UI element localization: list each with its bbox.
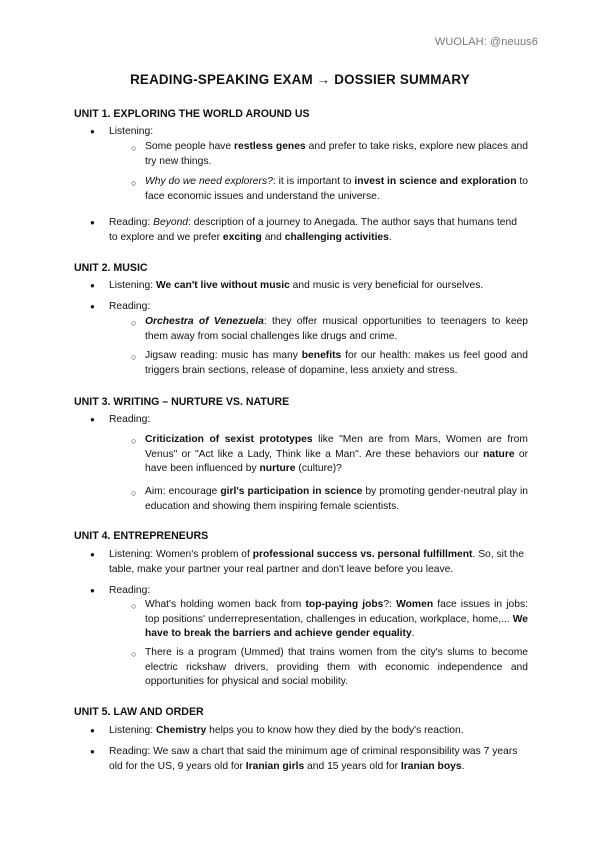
- bullet-icon: ●: [90, 281, 95, 290]
- unit-4-reading-point-2: ○ There is a program (Ummed) that trains women from the city's slums to become electric rickshaw drivers, providing them with economic independence and opportunities for physical and social mobility.: [131, 647, 528, 687]
- bullet-icon: ●: [90, 302, 95, 311]
- unit-5-listening: ● Listening: Chemistry helps you to know how they died by the body's reaction.: [90, 725, 464, 736]
- bullet-icon: ●: [90, 586, 95, 595]
- bullet-icon: ●: [90, 550, 95, 559]
- unit-1-listening-point-2: ○ Why do we need explorers?: it is important to invest in science and exploration to face economic issues and understand the universe.: [131, 176, 528, 202]
- unit-5-heading: UNIT 5. LAW AND ORDER: [74, 706, 204, 718]
- watermark: WUOLAH: @neuus6: [434, 36, 538, 48]
- unit-1-heading: UNIT 1. EXPLORING THE WORLD AROUND US: [74, 108, 310, 120]
- unit-4-reading-point-1: ○ What's holding women back from top-paying jobs?: Women face issues in jobs: top positions' underrepresentation, challenges in education, workplace, home,... We have to break the barriers and achieve gender equality.: [131, 599, 528, 639]
- sub-bullet-icon: ○: [131, 143, 137, 153]
- unit-2-listening: ● Listening: We can't live without music and music is very beneficial for ourselves.: [90, 280, 484, 291]
- sub-bullet-icon: ○: [131, 601, 137, 611]
- sub-bullet-icon: ○: [131, 649, 137, 659]
- sub-bullet-icon: ○: [131, 488, 137, 498]
- unit-2-heading: UNIT 2. MUSIC: [74, 262, 148, 274]
- unit-5-reading: ● Reading: We saw a chart that said the minimum age of criminal responsibility was 7 years old for the US, 9 years old for Iranian girls and 15 years old for Iranian boys.: [90, 746, 518, 772]
- unit-1-listening-point-1: ○ Some people have restless genes and prefer to take risks, explore new places and try new things.: [131, 141, 528, 167]
- unit-1-listening: [92, 124, 528, 139]
- unit-3-reading: ● Reading:: [90, 414, 151, 425]
- sub-bullet-icon: ○: [131, 178, 137, 188]
- bullet-icon: ●: [90, 726, 95, 735]
- unit-2-reading: ● Reading:: [90, 301, 151, 312]
- list-item-text: Listening:: [109, 126, 154, 137]
- unit-4-listening: ● Listening: Women's problem of professional success vs. personal fulfillment. So, sit the table, make your partner your real partner and don't leave before you leave.: [90, 549, 524, 575]
- page-title: READING-SPEAKING EXAM → DOSSIER SUMMARY: [130, 72, 470, 87]
- unit-1-reading: ● Reading: Beyond: description of a journey to Anegada. The author says that humans tend to explore and we prefer exciting and challenging activities.: [90, 217, 517, 243]
- unit-3-reading-point-2: ○ Aim: encourage girl's participation in science by promoting gender-neutral play in education and showing them inspiring female scientists.: [131, 486, 528, 512]
- unit-2-reading-point-2: ○ Jigsaw reading: music has many benefits for our health: makes us feel good and triggers brain sections, release of dopamine, less anxiety and stress.: [131, 350, 528, 376]
- bullet-icon: ●: [90, 415, 95, 424]
- bullet-icon: ●: [90, 218, 95, 227]
- bullet-icon: ●: [90, 127, 95, 136]
- sub-bullet-icon: ○: [131, 436, 137, 446]
- unit-3-reading-point-1: ○ Criticization of sexist prototypes like "Men are from Mars, Women are from Venus" or "Act like a Lady, Think like a Man". Are these behaviors our nature or have been influenced by nurture (culture)?: [131, 434, 528, 474]
- sub-bullet-icon: ○: [131, 318, 137, 328]
- unit-3-heading: UNIT 3. WRITING – NURTURE VS. NATURE: [74, 396, 290, 408]
- unit-4-heading: UNIT 4. ENTREPRENEURS: [74, 530, 209, 542]
- bullet-icon: ●: [90, 747, 95, 756]
- unit-2-reading-point-1: ○ Orchestra of Venezuela: they offer musical opportunities to teenagers to keep them away from social challenges like drugs and crime.: [131, 316, 528, 342]
- sub-bullet-icon: ○: [131, 352, 137, 362]
- unit-4-reading: ● Reading:: [90, 585, 151, 596]
